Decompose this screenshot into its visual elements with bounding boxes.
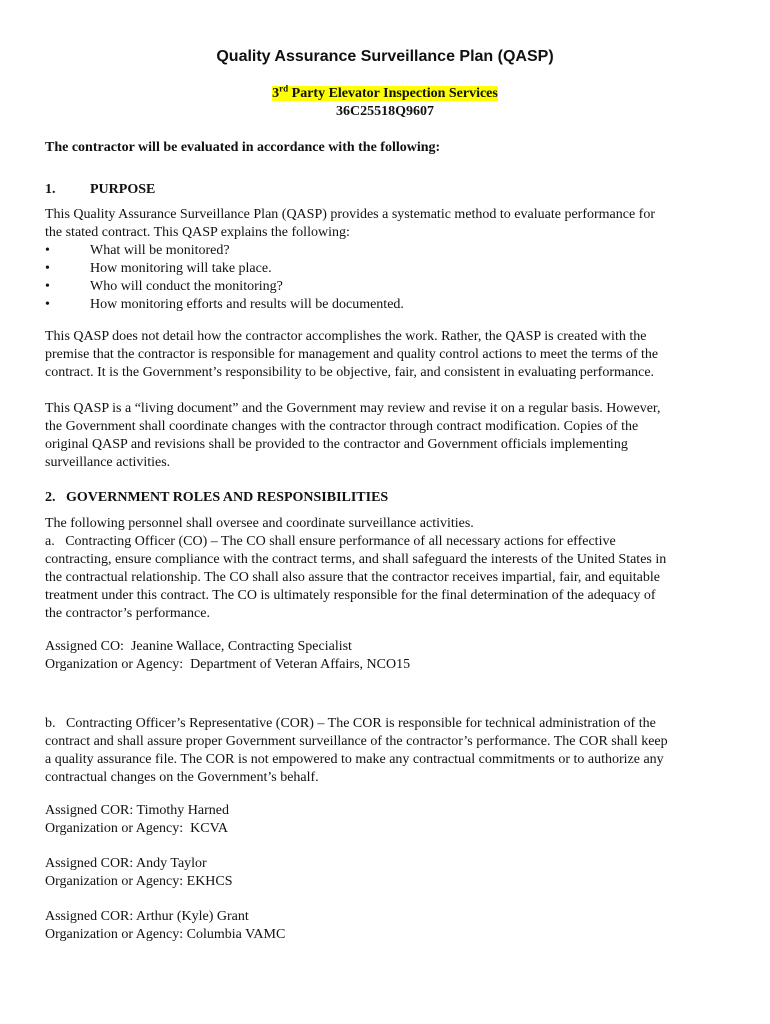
subtitle-highlight (272, 83, 498, 101)
evaluation-intro: The contractor will be evaluated in accordance with the following: (45, 140, 441, 155)
cor-para-line3: a quality assurance file. The COR is not empowered to make any contractual commitments or to authorize any (45, 752, 664, 767)
bullet-icon: • (45, 297, 50, 312)
cor-para-line1: b. Contracting Officer’s Representative (COR) – The COR is responsible for technical administration of the (45, 716, 656, 731)
section1-para3-line2: the Government shall coordinate changes with the contractor through contract modification. Copies of the (45, 419, 639, 434)
bullet-icon: • (45, 279, 50, 294)
cor-3-organization: Organization or Agency: Columbia VAMC (45, 927, 286, 942)
bullet-icon: • (45, 243, 50, 258)
section1-para2-line3: contract. It is the Government’s responsibility to be objective, fair, and consistent in evaluating performance. (45, 365, 655, 380)
co-organization: Organization or Agency: Department of Veteran Affairs, NCO15 (45, 657, 411, 672)
cor-para-line4: contractual changes on the Government’s behalf. (45, 770, 319, 785)
section2-intro: The following personnel shall oversee and coordinate surveillance activities. (45, 516, 474, 531)
cor-1-organization: Organization or Agency: KCVA (45, 821, 229, 836)
section1-para3-line1: This QASP is a “living document” and the Government may review and revise it on a regular basis. However, (45, 401, 661, 416)
assigned-cor-3: Assigned COR: Arthur (Kyle) Grant (45, 909, 249, 924)
bullet-icon: • (45, 261, 50, 276)
purpose-bullet-list (45, 243, 725, 315)
document-title: Quality Assurance Surveillance Plan (QASP) (216, 48, 554, 65)
co-para-line3: the contractual relationship. The CO shall also assure that the contractor receives impartial, fair, and equitable (45, 570, 660, 585)
co-para-line1: a. Contracting Officer (CO) – The CO shall ensure performance of all necessary actions for effective (45, 534, 616, 549)
assigned-co: Assigned CO: Jeanine Wallace, Contracting Specialist (45, 639, 352, 654)
assigned-cor-1: Assigned COR: Timothy Harned (45, 803, 229, 818)
bullet-text: How monitoring efforts and results will be documented. (90, 297, 404, 312)
section1-heading: PURPOSE (90, 182, 156, 197)
co-para-line2: contracting, ensure compliance with the contract terms, and shall safeguard the interests of the United States in (45, 552, 667, 567)
section1-para3-line4: surveillance activities. (45, 455, 171, 470)
co-para-line4: treatment under this contract. The CO is ultimately responsible for the final determination of the adequacy of (45, 588, 656, 603)
subtitle-superscript: rd (279, 83, 289, 94)
cor-para-line2: contract and shall assure proper Government surveillance of the contractor’s performance. The COR shall keep (45, 734, 668, 749)
subtitle-text: Party Elevator Inspection Services (288, 86, 498, 101)
section2-heading: 2. GOVERNMENT ROLES AND RESPONSIBILITIES (45, 490, 389, 505)
section1-para1-line1: This Quality Assurance Surveillance Plan (QASP) provides a systematic method to evaluate performance for (45, 207, 655, 222)
bullet-text: How monitoring will take place. (90, 261, 272, 276)
assigned-cor-2: Assigned COR: Andy Taylor (45, 856, 207, 871)
co-para-line5: the contractor’s performance. (45, 606, 210, 621)
document-subtitle (45, 83, 725, 102)
bullet-text: What will be monitored? (90, 243, 230, 258)
section1-para1-line2: the stated contract. This QASP explains the following: (45, 225, 350, 240)
bullet-text: Who will conduct the monitoring? (90, 279, 283, 294)
contract-number: 36C25518Q9607 (336, 104, 434, 119)
section1-para2-line1: This QASP does not detail how the contractor accomplishes the work. Rather, the QASP is created with the (45, 329, 647, 344)
subtitle-prefix: 3 (272, 86, 280, 101)
section1-number: 1. (45, 182, 56, 197)
section1-para3-line3: original QASP and revisions shall be provided to the contractor and Government officials implementing (45, 437, 628, 452)
cor-2-organization: Organization or Agency: EKHCS (45, 874, 233, 889)
section1-para2-line2: premise that the contractor is responsible for management and quality control actions to meet the terms of the (45, 347, 659, 362)
